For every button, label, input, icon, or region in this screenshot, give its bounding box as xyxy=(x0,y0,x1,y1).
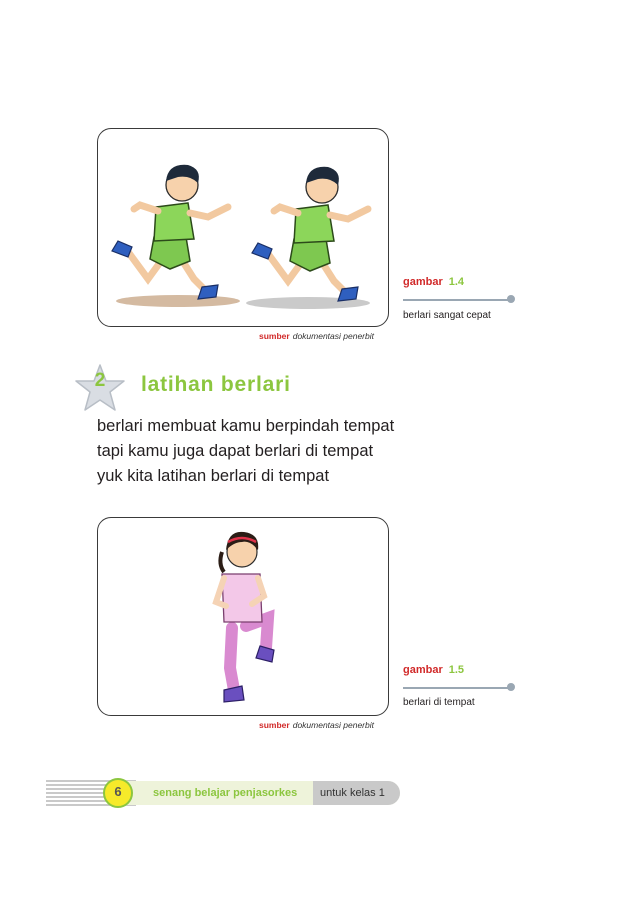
caption-number: 1.5 xyxy=(448,664,465,676)
running-boys-illustration xyxy=(98,129,388,326)
body-line-3: yuk kita latihan berlari di tempat xyxy=(97,467,330,485)
figure1-credit xyxy=(259,331,374,341)
caption-word: gambar xyxy=(403,276,443,288)
caption-divider-dot xyxy=(507,683,515,691)
figure2-caption-title xyxy=(403,664,464,676)
figure2-caption-text: berlari di tempat xyxy=(403,697,475,708)
caption-word: gambar xyxy=(403,664,443,676)
body-line-2: tapi kamu juga dapat berlari di tempat xyxy=(97,442,374,460)
section-number: 2 xyxy=(94,370,106,391)
caption-divider-dot xyxy=(507,295,515,303)
caption-divider xyxy=(403,687,509,689)
figure1-caption-title xyxy=(403,276,464,288)
body-line-1: berlari membuat kamu berpindah tempat xyxy=(97,417,395,435)
figure1-caption-text: berlari sangat cepat xyxy=(403,310,491,321)
figure2-credit xyxy=(259,720,374,730)
caption-number: 1.4 xyxy=(448,276,465,288)
caption-divider xyxy=(403,299,509,301)
footer-class-label: untuk kelas 1 xyxy=(320,787,385,799)
page-number: 6 xyxy=(114,784,122,799)
credit-label: sumber xyxy=(259,331,290,341)
figure-running-in-place xyxy=(97,517,389,716)
footer-book-title: senang belajar penjasorkes xyxy=(153,787,298,799)
section-title: latihan berlari xyxy=(141,373,291,396)
figure-running-fast xyxy=(97,128,389,327)
running-girl-illustration xyxy=(98,518,388,715)
credit-text: dokumentasi penerbit xyxy=(292,720,374,730)
credit-label: sumber xyxy=(259,720,290,730)
credit-text: dokumentasi penerbit xyxy=(292,331,374,341)
